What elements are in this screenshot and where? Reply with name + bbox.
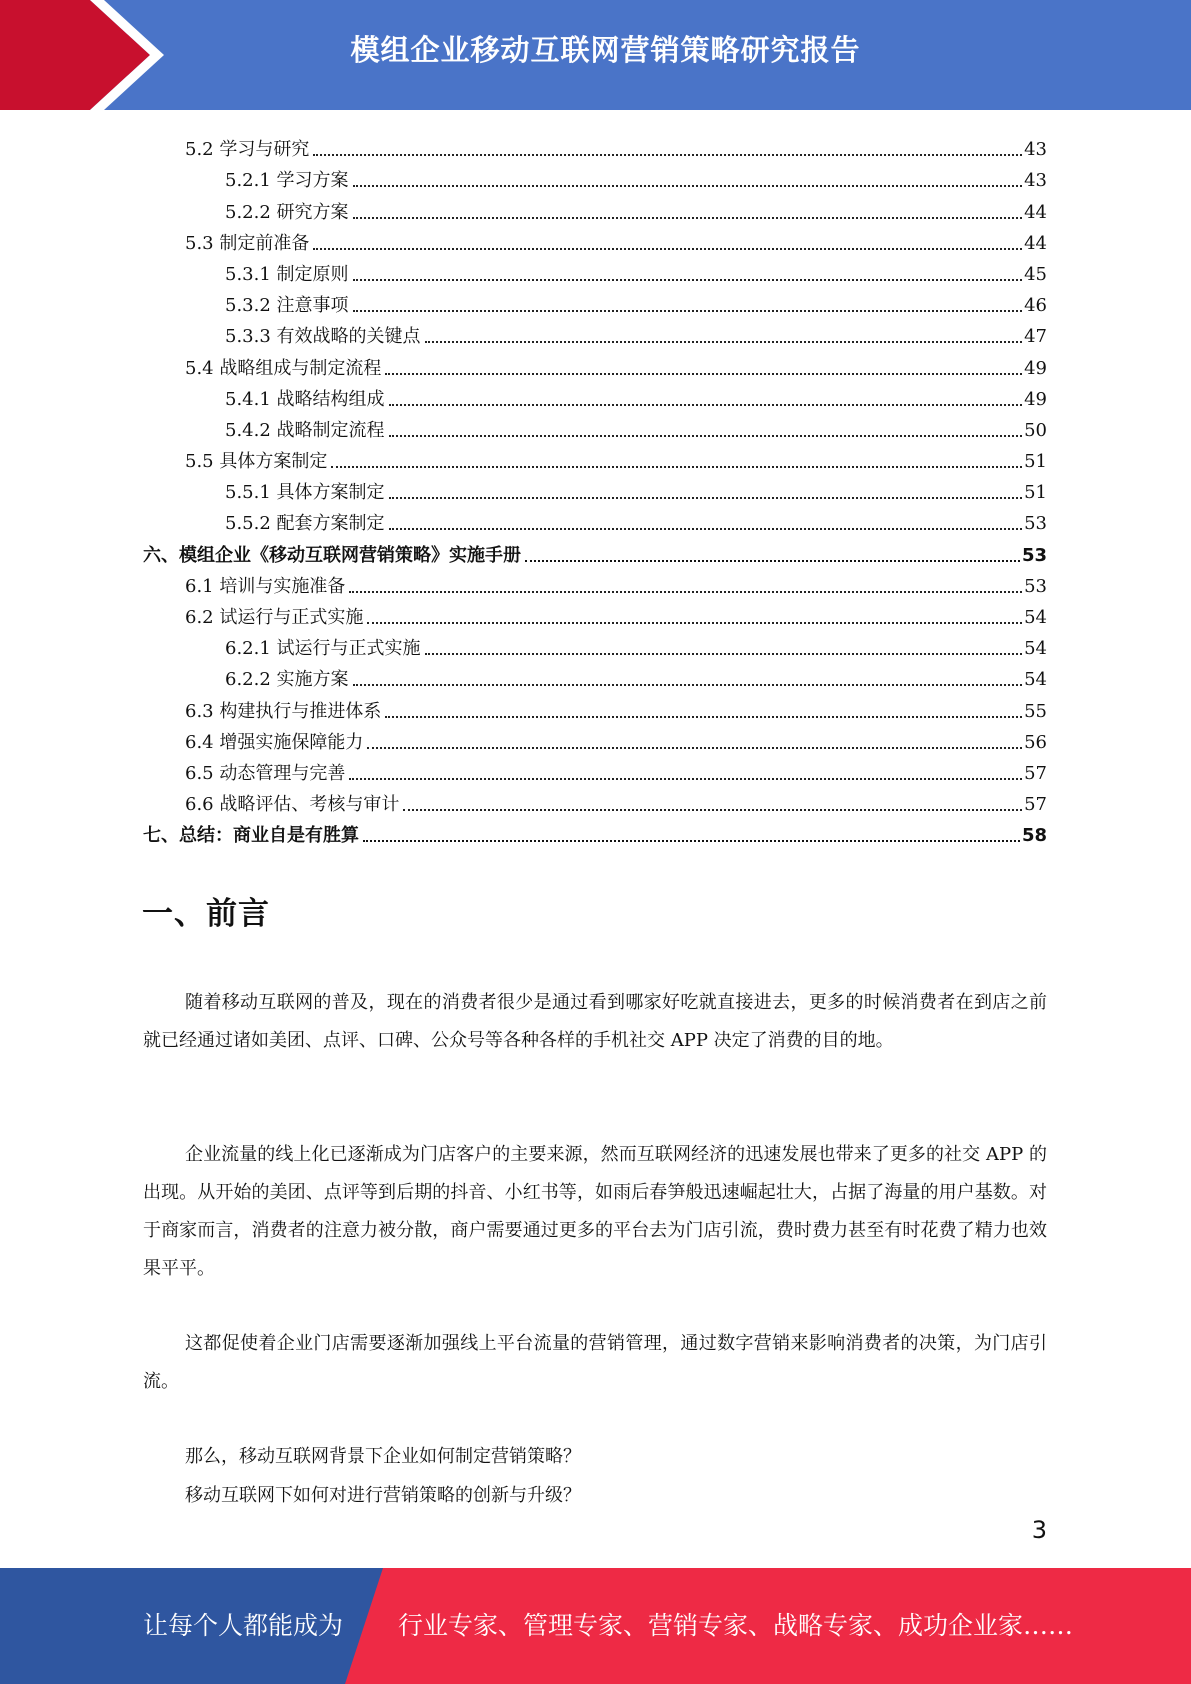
toc-entry-label: 5.3.3 有效战略的关键点 xyxy=(225,326,421,348)
toc-entry-page: 53 xyxy=(1024,575,1047,597)
toc-entry[interactable] xyxy=(143,503,1047,534)
toc-entry-page: 49 xyxy=(1024,357,1047,379)
toc-entry[interactable] xyxy=(143,223,1047,254)
toc-entry-label: 6.2 试运行与正式实施 xyxy=(185,607,364,628)
toc-entry[interactable] xyxy=(143,160,1047,191)
footer-slogan-left: 让每个人都能成为 xyxy=(143,1611,344,1640)
toc-entry-label: 5.5.1 具体方案制定 xyxy=(225,482,385,504)
toc-leader-dots xyxy=(389,435,1023,437)
table-of-contents xyxy=(143,129,1047,846)
toc-leader-dots xyxy=(313,154,1022,156)
toc-entry-label: 5.5.2 配套方案制定 xyxy=(225,513,385,535)
paragraph: 这都促使着企业门店需要逐渐加强线上平台流量的营销管理，通过数字营销来影响消费者的决策，为门店引流。 xyxy=(143,1333,1047,1392)
toc-entry-label: 5.4.2 战略制定流程 xyxy=(225,419,385,441)
toc-entry-label: 6.4 增强实施保障能力 xyxy=(185,731,364,753)
page-number: 3 xyxy=(1031,1516,1047,1544)
toc-leader-dots xyxy=(353,217,1023,219)
toc-entry-page: 50 xyxy=(1024,419,1047,441)
toc-leader-dots xyxy=(363,840,1020,842)
toc-leader-dots xyxy=(353,185,1023,187)
paragraph: 企业流量的线上化已逐渐成为门店客户的主要来源，然而互联网经济的迅速发展也带来了更多的社交 APP 的出现。从开始的美团、点评等到后期的抖音、小红书等，如雨后春笋般迅速崛起壮大，占据了海量的用户基数。对于商家而言，消费者的注意力被分散，商户需要通过更多的平台去为门店引流，费时费力甚至有时花费了精力也效果平平。 xyxy=(143,1144,1047,1279)
page-header xyxy=(0,0,1191,110)
toc-leader-dots xyxy=(403,809,1022,811)
paragraph: 随着移动互联网的普及，现在的消费者很少是通过看到哪家好吃就直接进去，更多的时候消费者在到店之前就已经通过诸如美团、点评、口碑、公众号等各种各样的手机社交 APP 决定了消费的目的地。 xyxy=(143,992,1047,1051)
toc-entry[interactable] xyxy=(143,347,1047,378)
toc-leader-dots xyxy=(353,310,1023,312)
toc-leader-dots xyxy=(385,716,1022,718)
toc-entry-label: 5.4 战略组成与制定流程 xyxy=(185,357,382,379)
footer-slogan-right: 行业专家、管理专家、营销专家、战略专家、成功企业家…… xyxy=(398,1611,1074,1640)
toc-entry[interactable] xyxy=(143,566,1047,597)
toc-entry[interactable] xyxy=(143,628,1047,659)
toc-leader-dots xyxy=(331,466,1022,468)
toc-leader-dots xyxy=(389,404,1023,406)
toc-entry-label: 七、总结：商业自是有胜算 xyxy=(143,825,359,847)
toc-leader-dots xyxy=(313,248,1022,250)
toc-entry[interactable] xyxy=(143,285,1047,316)
toc-leader-dots xyxy=(367,747,1022,749)
toc-entry[interactable] xyxy=(143,410,1047,441)
toc-leader-dots xyxy=(349,778,1022,780)
toc-entry[interactable] xyxy=(143,379,1047,410)
toc-entry-label: 5.2 学习与研究 xyxy=(185,139,310,161)
toc-entry-page: 54 xyxy=(1024,669,1047,691)
question-line: 那么，移动互联网背景下企业如何制定营销策略？ xyxy=(185,1446,581,1467)
toc-leader-dots xyxy=(385,373,1022,375)
toc-entry-label: 5.4.1 战略结构组成 xyxy=(225,388,385,410)
toc-entry-page: 58 xyxy=(1021,825,1047,847)
toc-entry[interactable] xyxy=(143,659,1047,690)
question-line: 移动互联网下如何对进行营销策略的创新与升级？ xyxy=(185,1485,581,1506)
header-title: 模组企业移动互联网营销策略研究报告 xyxy=(350,33,861,67)
toc-entry[interactable] xyxy=(143,316,1047,347)
toc-entry-page: 55 xyxy=(1024,700,1047,722)
toc-entry-label: 5.5 具体方案制定 xyxy=(185,451,328,473)
section-title: 一、前言 xyxy=(142,896,270,932)
page-footer xyxy=(0,1568,1191,1684)
toc-entry-page: 43 xyxy=(1024,139,1047,161)
toc-entry[interactable] xyxy=(143,191,1047,222)
toc-leader-dots xyxy=(349,591,1022,593)
toc-entry-page: 54 xyxy=(1024,638,1047,660)
toc-entry[interactable] xyxy=(143,784,1047,815)
toc-entry[interactable] xyxy=(143,815,1047,846)
toc-leader-dots xyxy=(389,497,1023,499)
toc-entry-page: 51 xyxy=(1024,482,1047,504)
toc-entry[interactable] xyxy=(143,690,1047,721)
toc-entry-label: 5.3 制定前准备 xyxy=(185,232,310,254)
toc-entry-page: 53 xyxy=(1024,513,1047,535)
toc-entry-page: 51 xyxy=(1024,451,1047,473)
toc-leader-dots xyxy=(353,279,1023,281)
toc-entry[interactable] xyxy=(143,441,1047,472)
toc-entry-page: 56 xyxy=(1024,731,1047,753)
toc-leader-dots xyxy=(389,528,1023,530)
toc-entry-page: 57 xyxy=(1024,762,1047,784)
toc-entry[interactable] xyxy=(143,254,1047,285)
toc-entry-page: 43 xyxy=(1024,170,1047,192)
toc-entry-label: 5.2.1 学习方案 xyxy=(225,170,349,192)
toc-entry-label: 5.3.2 注意事项 xyxy=(225,295,349,317)
toc-leader-dots xyxy=(425,341,1023,343)
toc-entry-label: 六、模组企业《移动互联网营销策略》实施手册 xyxy=(143,544,521,566)
toc-entry-label: 6.1 培训与实施准备 xyxy=(185,575,346,597)
toc-entry-label: 5.2.2 研究方案 xyxy=(225,201,349,223)
toc-leader-dots xyxy=(525,560,1020,562)
toc-entry-page: 47 xyxy=(1024,326,1047,348)
toc-entry-label: 6.2.1 试运行与正式实施 xyxy=(225,638,421,660)
toc-entry-page: 54 xyxy=(1024,607,1047,628)
toc-entry-label: 6.3 构建执行与推进体系 xyxy=(185,700,382,722)
toc-entry[interactable] xyxy=(143,722,1047,753)
toc-entry-label: 6.5 动态管理与完善 xyxy=(185,762,346,784)
toc-leader-dots xyxy=(353,684,1023,686)
toc-entry-label: 6.2.2 实施方案 xyxy=(225,669,349,691)
toc-entry[interactable] xyxy=(143,534,1047,565)
toc-entry-page: 57 xyxy=(1024,794,1047,816)
toc-entry-page: 46 xyxy=(1024,295,1047,317)
toc-entry[interactable] xyxy=(143,129,1047,160)
toc-leader-dots xyxy=(367,622,1022,624)
toc-entry[interactable] xyxy=(143,472,1047,503)
toc-entry-page: 44 xyxy=(1024,201,1047,223)
toc-leader-dots xyxy=(425,653,1023,655)
toc-entry[interactable] xyxy=(143,597,1047,628)
toc-entry-page: 53 xyxy=(1021,544,1047,566)
toc-entry-label: 5.3.1 制定原则 xyxy=(225,263,349,285)
toc-entry-page: 44 xyxy=(1024,232,1047,254)
toc-entry[interactable] xyxy=(143,753,1047,784)
toc-entry-label: 6.6 战略评估、考核与审计 xyxy=(185,794,400,816)
toc-entry-page: 45 xyxy=(1024,263,1047,285)
toc-entry-page: 49 xyxy=(1024,388,1047,410)
